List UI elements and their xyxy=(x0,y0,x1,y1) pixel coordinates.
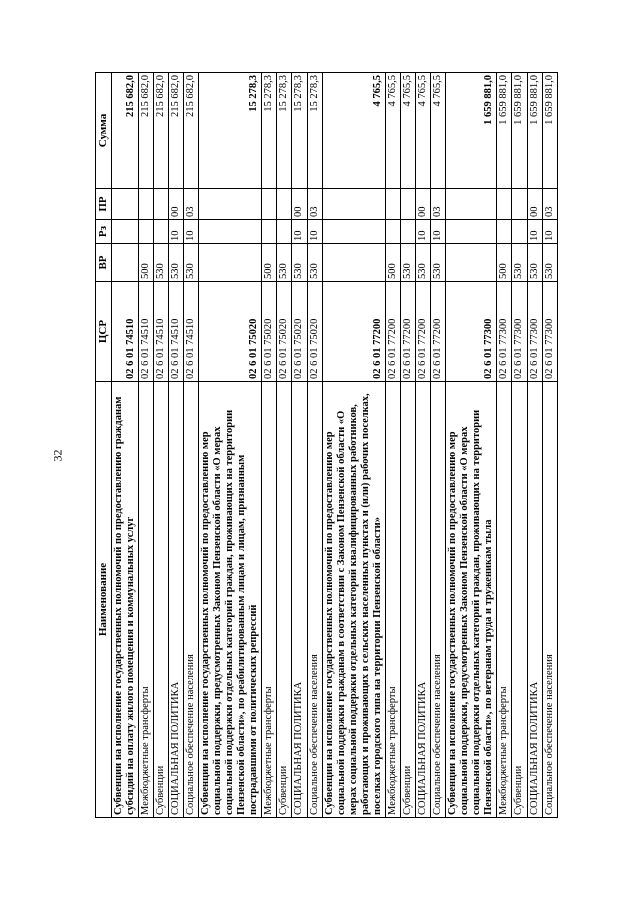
cell-pr: 03 xyxy=(431,189,446,220)
cell-vr: 500 xyxy=(497,244,512,282)
cell-sum: 4 765,5 xyxy=(400,73,415,189)
cell-sum: 215 682,0 xyxy=(153,73,168,189)
cell-csr: 02 6 01 74510 xyxy=(138,282,153,382)
cell-rz xyxy=(199,220,262,244)
cell-vr: 530 xyxy=(153,244,168,282)
cell-name: Субвенции xyxy=(153,382,168,818)
cell-name: Субвенции на исполнение государственных полномочий по предоставлению мер социальной поддержки, предусмотренных Законом Пензенской области «О мерах социальной поддержки отдельных категорий граждан, проживающих на территории Пензенской области», по реабилитированным лицам и лицам, признанным пострадавшими от политических репрессий xyxy=(199,382,262,818)
table-row xyxy=(292,73,307,818)
cell-rz: 10 xyxy=(168,220,183,244)
cell-sum: 1 659 881,0 xyxy=(527,73,542,189)
cell-pr: 03 xyxy=(307,189,322,220)
cell-csr: 02 6 01 77300 xyxy=(497,282,512,382)
cell-csr: 02 6 01 77200 xyxy=(385,282,400,382)
cell-name: Субвенции xyxy=(512,382,527,818)
cell-csr: 02 6 01 75020 xyxy=(292,282,307,382)
cell-csr: 02 6 01 74510 xyxy=(153,282,168,382)
cell-rz xyxy=(153,220,168,244)
cell-csr: 02 6 01 74510 xyxy=(111,282,138,382)
cell-pr: 00 xyxy=(416,189,431,220)
cell-sum: 15 278,3 xyxy=(292,73,307,189)
cell-vr: 530 xyxy=(277,244,292,282)
cell-vr: 500 xyxy=(385,244,400,282)
cell-name: Межбюджетные трансферты xyxy=(497,382,512,818)
header-csr: ЦСР xyxy=(96,282,112,382)
cell-sum: 4 765,5 xyxy=(322,73,385,189)
cell-sum: 215 682,0 xyxy=(168,73,183,189)
table-row xyxy=(168,73,183,818)
table-row xyxy=(512,73,527,818)
cell-name: Субвенции на исполнение государственных полномочий по предоставлению мер социальной поддержки гражданам в соответствии с Законом Пензенской области «О мерах социальной поддержки отдельных категорий квалифицированных работников, работающих и проживающих в сельских населенных пунктах и (или) рабочих поселках, поселках городского типа на территории Пензенской области» xyxy=(322,382,385,818)
cell-sum: 1 659 881,0 xyxy=(497,73,512,189)
table-row xyxy=(446,73,497,818)
table-row xyxy=(400,73,415,818)
cell-vr: 530 xyxy=(168,244,183,282)
table-row xyxy=(307,73,322,818)
cell-name: Межбюджетные трансферты xyxy=(138,382,153,818)
cell-csr: 02 6 01 77200 xyxy=(431,282,446,382)
table-row xyxy=(385,73,400,818)
table-row xyxy=(322,73,385,818)
cell-name: Социальное обеспечение населения xyxy=(183,382,198,818)
cell-rz xyxy=(497,220,512,244)
cell-pr xyxy=(497,189,512,220)
cell-csr: 02 6 01 77300 xyxy=(512,282,527,382)
cell-name: Субвенции на исполнение государственных полномочий по предоставлению мер социальной поддержки, предусмотренных Законом Пензенской области «О мерах социальной поддержки отдельных категорий граждан, проживающих на территории Пензенской области», по ветеранам труда и труженикам тыла xyxy=(446,382,497,818)
rotated-table-wrapper xyxy=(95,73,581,818)
cell-pr: 00 xyxy=(292,189,307,220)
cell-sum: 1 659 881,0 xyxy=(446,73,497,189)
cell-pr: 00 xyxy=(168,189,183,220)
cell-csr: 02 6 01 77300 xyxy=(446,282,497,382)
cell-sum: 15 278,3 xyxy=(262,73,277,189)
cell-sum: 15 278,3 xyxy=(277,73,292,189)
table-row xyxy=(183,73,198,818)
cell-name: СОЦИАЛЬНАЯ ПОЛИТИКА xyxy=(527,382,542,818)
cell-rz: 10 xyxy=(527,220,542,244)
header-rz: Рз xyxy=(96,220,112,244)
cell-rz xyxy=(385,220,400,244)
cell-rz xyxy=(262,220,277,244)
cell-pr: 00 xyxy=(527,189,542,220)
cell-rz: 10 xyxy=(542,220,557,244)
table-row xyxy=(431,73,446,818)
cell-rz xyxy=(400,220,415,244)
cell-pr xyxy=(111,189,138,220)
cell-name: Межбюджетные трансферты xyxy=(262,382,277,818)
cell-sum: 4 765,5 xyxy=(431,73,446,189)
cell-rz: 10 xyxy=(431,220,446,244)
cell-vr: 530 xyxy=(183,244,198,282)
cell-rz xyxy=(322,220,385,244)
cell-csr: 02 6 01 74510 xyxy=(168,282,183,382)
cell-csr: 02 6 01 77300 xyxy=(527,282,542,382)
header-name: Наименование xyxy=(96,382,112,818)
cell-rz xyxy=(111,220,138,244)
cell-name: Субвенции xyxy=(277,382,292,818)
cell-csr: 02 6 01 77200 xyxy=(322,282,385,382)
cell-vr: 530 xyxy=(307,244,322,282)
cell-sum: 15 278,3 xyxy=(199,73,262,189)
cell-pr: 03 xyxy=(183,189,198,220)
table-row xyxy=(542,73,557,818)
cell-vr: 500 xyxy=(138,244,153,282)
page-number: 32 xyxy=(50,449,65,462)
header-sum: Сумма xyxy=(96,73,112,189)
cell-name: СОЦИАЛЬНАЯ ПОЛИТИКА xyxy=(292,382,307,818)
table-row xyxy=(111,73,138,818)
cell-pr xyxy=(322,189,385,220)
cell-sum: 15 278,3 xyxy=(307,73,322,189)
cell-name: Субвенции на исполнение государственных полномочий по предоставлению гражданам субсидий на оплату жилого помещения и коммунальных услуг xyxy=(111,382,138,818)
cell-pr: 03 xyxy=(542,189,557,220)
cell-csr: 02 6 01 77200 xyxy=(400,282,415,382)
cell-rz: 10 xyxy=(307,220,322,244)
cell-sum: 215 682,0 xyxy=(183,73,198,189)
table-row xyxy=(416,73,431,818)
table-row xyxy=(199,73,262,818)
cell-rz xyxy=(277,220,292,244)
cell-pr xyxy=(400,189,415,220)
table-row xyxy=(262,73,277,818)
cell-name: СОЦИАЛЬНАЯ ПОЛИТИКА xyxy=(168,382,183,818)
cell-sum: 1 659 881,0 xyxy=(512,73,527,189)
cell-rz xyxy=(138,220,153,244)
table-row xyxy=(527,73,542,818)
cell-pr xyxy=(262,189,277,220)
cell-sum: 1 659 881,0 xyxy=(542,73,557,189)
cell-vr: 530 xyxy=(400,244,415,282)
cell-name: СОЦИАЛЬНАЯ ПОЛИТИКА xyxy=(416,382,431,818)
cell-csr: 02 6 01 74510 xyxy=(183,282,198,382)
cell-sum: 215 682,0 xyxy=(138,73,153,189)
cell-pr xyxy=(385,189,400,220)
cell-csr: 02 6 01 75020 xyxy=(307,282,322,382)
cell-pr xyxy=(446,189,497,220)
cell-vr: 530 xyxy=(292,244,307,282)
table-row xyxy=(153,73,168,818)
cell-vr: 530 xyxy=(431,244,446,282)
cell-rz xyxy=(512,220,527,244)
header-pr: ПР xyxy=(96,189,112,220)
budget-table xyxy=(95,72,558,818)
cell-pr xyxy=(199,189,262,220)
cell-vr xyxy=(199,244,262,282)
cell-vr xyxy=(111,244,138,282)
cell-name: Социальное обеспечение населения xyxy=(542,382,557,818)
cell-csr: 02 6 01 77300 xyxy=(542,282,557,382)
cell-csr: 02 6 01 75020 xyxy=(277,282,292,382)
table-row xyxy=(497,73,512,818)
table-header-row xyxy=(96,73,112,818)
cell-sum: 4 765,5 xyxy=(385,73,400,189)
cell-name: Социальное обеспечение населения xyxy=(307,382,322,818)
cell-csr: 02 6 01 77200 xyxy=(416,282,431,382)
cell-vr: 530 xyxy=(542,244,557,282)
cell-name: Субвенции xyxy=(400,382,415,818)
cell-csr: 02 6 01 75020 xyxy=(199,282,262,382)
cell-rz: 10 xyxy=(292,220,307,244)
cell-rz: 10 xyxy=(183,220,198,244)
cell-sum: 215 682,0 xyxy=(111,73,138,189)
cell-pr xyxy=(277,189,292,220)
cell-rz xyxy=(446,220,497,244)
cell-csr: 02 6 01 75020 xyxy=(262,282,277,382)
cell-sum: 4 765,5 xyxy=(416,73,431,189)
cell-vr xyxy=(446,244,497,282)
table-row xyxy=(277,73,292,818)
table-row xyxy=(138,73,153,818)
cell-pr xyxy=(153,189,168,220)
cell-vr xyxy=(322,244,385,282)
cell-pr xyxy=(138,189,153,220)
table-body xyxy=(111,73,557,818)
cell-vr: 530 xyxy=(416,244,431,282)
cell-name: Межбюджетные трансферты xyxy=(385,382,400,818)
cell-pr xyxy=(512,189,527,220)
header-vr: ВР xyxy=(96,244,112,282)
cell-vr: 530 xyxy=(512,244,527,282)
cell-vr: 530 xyxy=(527,244,542,282)
cell-vr: 500 xyxy=(262,244,277,282)
cell-name: Социальное обеспечение населения xyxy=(431,382,446,818)
cell-rz: 10 xyxy=(416,220,431,244)
